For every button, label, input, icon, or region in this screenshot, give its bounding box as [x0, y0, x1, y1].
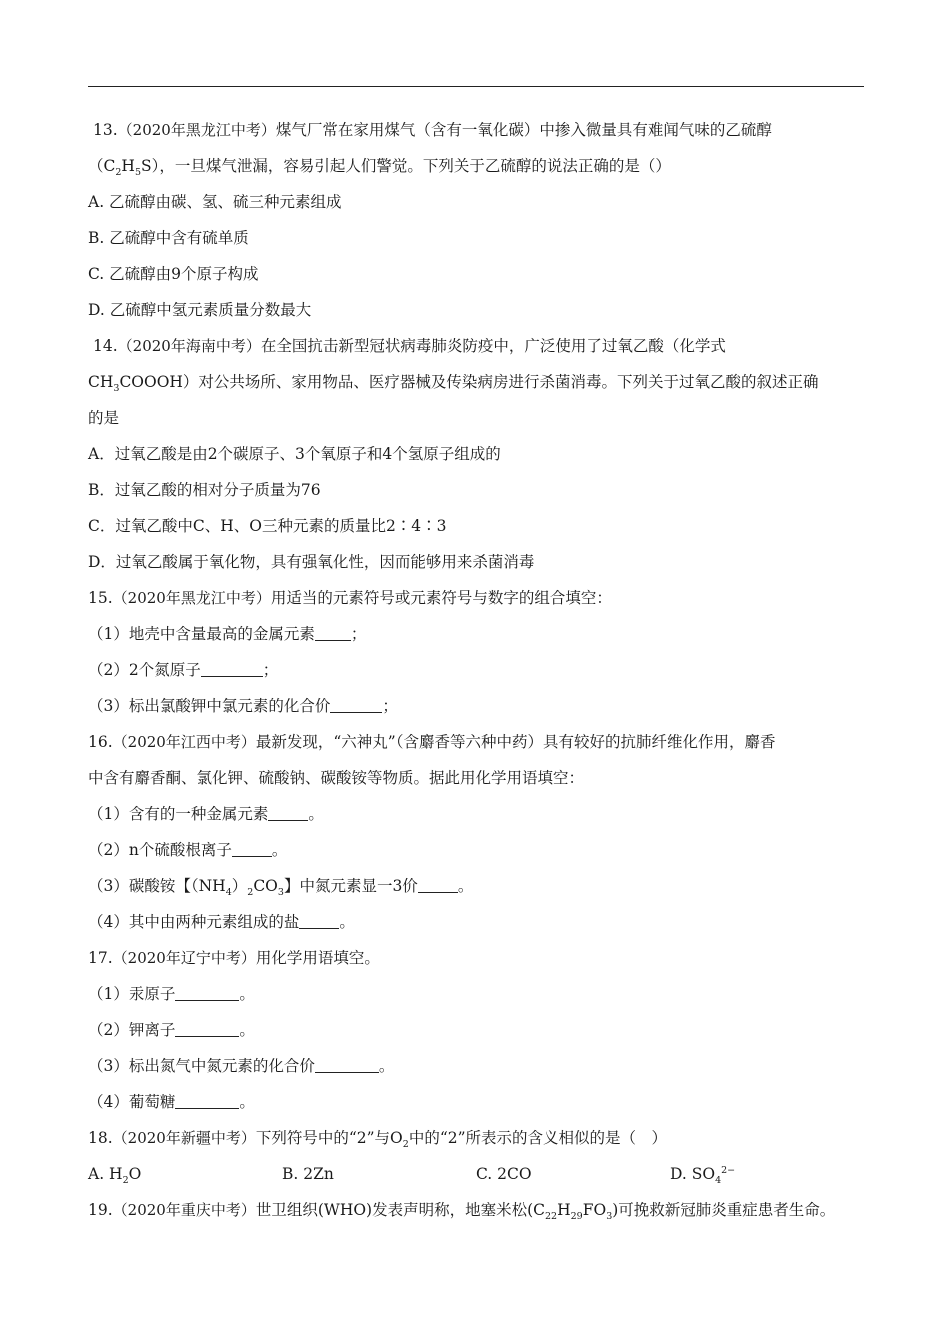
- question-number: 16.: [88, 733, 113, 751]
- q14-stem-line1: [88, 328, 868, 364]
- document-body: [88, 112, 868, 1228]
- q16-item-3: （3）碳酸铵【$(NH_4)_2CO_3$】中氮元素显一3价 。: [88, 877, 474, 899]
- question-number: 17.: [88, 949, 113, 967]
- answer-blank[interactable]: [315, 1056, 379, 1073]
- q17-item-2: （2）钾离子 。: [88, 1021, 255, 1039]
- q16-item-1: （1）含有的一种金属元素 。: [88, 805, 324, 823]
- answer-blank[interactable]: [299, 912, 339, 929]
- source-tag: （2020年重庆中考）: [112, 1201, 256, 1219]
- q17-item-4: （4）葡萄糖 。: [88, 1093, 255, 1111]
- q19-stem: 19.（2020年重庆中考）世卫组织(WHO)发表声明称，地塞米松$(C_{22}H_{29}FO_3)$可挽救新冠肺炎重症患者生命。: [88, 1201, 836, 1223]
- answer-blank[interactable]: [330, 696, 382, 713]
- question-text: 在全国抗击新型冠状病毒肺炎防疫中，广泛使用了过氧乙酸（化学式: [260, 337, 726, 355]
- option-b: B．过氧乙酸的相对分子质量为76: [88, 481, 321, 499]
- question-number: 13.: [93, 121, 118, 139]
- option-c: C. 2CO: [476, 1165, 532, 1183]
- source-tag: （2020年海南中考）: [117, 337, 261, 355]
- q16-item-4: （4）其中由两种元素组成的盐 。: [88, 913, 355, 931]
- answer-blank[interactable]: [175, 984, 239, 1001]
- option-a: A．过氧乙酸是由2个碳原子、3个氧原子和4个氢原子组成的: [88, 445, 501, 463]
- question-text: 煤气厂常在家用煤气（含有一氧化碳）中掺入微量具有难闻气味的乙硫醇: [275, 121, 772, 139]
- q15-item-1: （1）地壳中含量最高的金属元素 ；: [88, 625, 367, 643]
- q13-stem-line2: $(C_2H_5S)$，一旦煤气泄漏，容易引起人们警觉。下列关于乙硫醇的说法正确的是（）: [88, 157, 671, 179]
- answer-blank[interactable]: [268, 804, 308, 821]
- option-d: D. $SO_4^{2-}$: [670, 1164, 736, 1187]
- header-rule: [88, 86, 864, 87]
- q16-stem-line2: 中含有麝香酮、氯化钾、硫酸钠、碳酸铵等物质。据此用化学用语填空：: [88, 769, 585, 787]
- q17-item-3: （3）标出氮气中氮元素的化合价 。: [88, 1057, 395, 1075]
- question-text: 最新发现，“六神丸”（含麝香等六种中药）具有较好的抗肺纤维化作用，麝香: [255, 733, 776, 751]
- q18-stem: 18.（2020年新疆中考）下列符号中的“2”与$O_2$中的“2”所表示的含义相似的是（ ）: [88, 1129, 668, 1151]
- option-c: C．过氧乙酸中C、H、O三种元素的质量比2∶4∶3: [88, 517, 447, 535]
- question-number: 19.: [88, 1201, 113, 1219]
- source-tag: （2020年新疆中考）: [112, 1129, 256, 1147]
- answer-blank[interactable]: [315, 624, 351, 641]
- question-number: 15.: [88, 589, 113, 607]
- option-a: A. $H_2O$: [88, 1165, 142, 1187]
- option-d: D. 乙硫醇中氢元素质量分数最大: [88, 301, 312, 319]
- q16-stem-line1: [88, 724, 868, 760]
- option-c: C. 乙硫醇由9个原子构成: [88, 265, 259, 283]
- option-b: B. 乙硫醇中含有硫单质: [88, 229, 249, 247]
- option-d: D．过氧乙酸属于氧化物，具有强氧化性，因而能够用来杀菌消毒: [88, 553, 535, 571]
- answer-blank[interactable]: [418, 876, 458, 893]
- q14-stem-line3: 的是: [88, 409, 120, 427]
- q14-stem-line2: $CH_3COOOH$）对公共场所、家用物品、医疗器械及传染病房进行杀菌消毒。下列关于过氧乙酸的叙述正确: [88, 373, 819, 395]
- q18-options: [88, 1156, 868, 1192]
- q16-item-2: （2）n个硫酸根离子 。: [88, 841, 288, 859]
- q15-item-3: （3）标出氯酸钾中氯元素的化合价 ；: [88, 697, 398, 715]
- question-number: 14.: [93, 337, 118, 355]
- question-text: 用适当的元素符号或元素符号与数字的组合填空：: [270, 589, 612, 607]
- q17-item-1: （1）汞原子 。: [88, 985, 255, 1003]
- source-tag: （2020年辽宁中考）: [112, 949, 256, 967]
- option-b: B. 2Zn: [282, 1165, 334, 1183]
- answer-blank[interactable]: [201, 660, 263, 677]
- answer-blank[interactable]: [175, 1020, 239, 1037]
- source-tag: （2020年江西中考）: [112, 733, 256, 751]
- question-text: 用化学用语填空。: [255, 949, 380, 967]
- source-tag: （2020年黑龙江中考）: [112, 589, 271, 607]
- q13-stem-line1: [88, 112, 868, 148]
- q15-item-2: （2）2个氮原子 ；: [88, 661, 279, 679]
- q17-stem: [88, 940, 868, 976]
- question-number: 18.: [88, 1129, 113, 1147]
- option-a: A. 乙硫醇由碳、氢、硫三种元素组成: [88, 193, 342, 211]
- source-tag: （2020年黑龙江中考）: [117, 121, 276, 139]
- answer-blank[interactable]: [175, 1092, 239, 1109]
- q15-stem: [88, 580, 868, 616]
- answer-blank[interactable]: [232, 840, 272, 857]
